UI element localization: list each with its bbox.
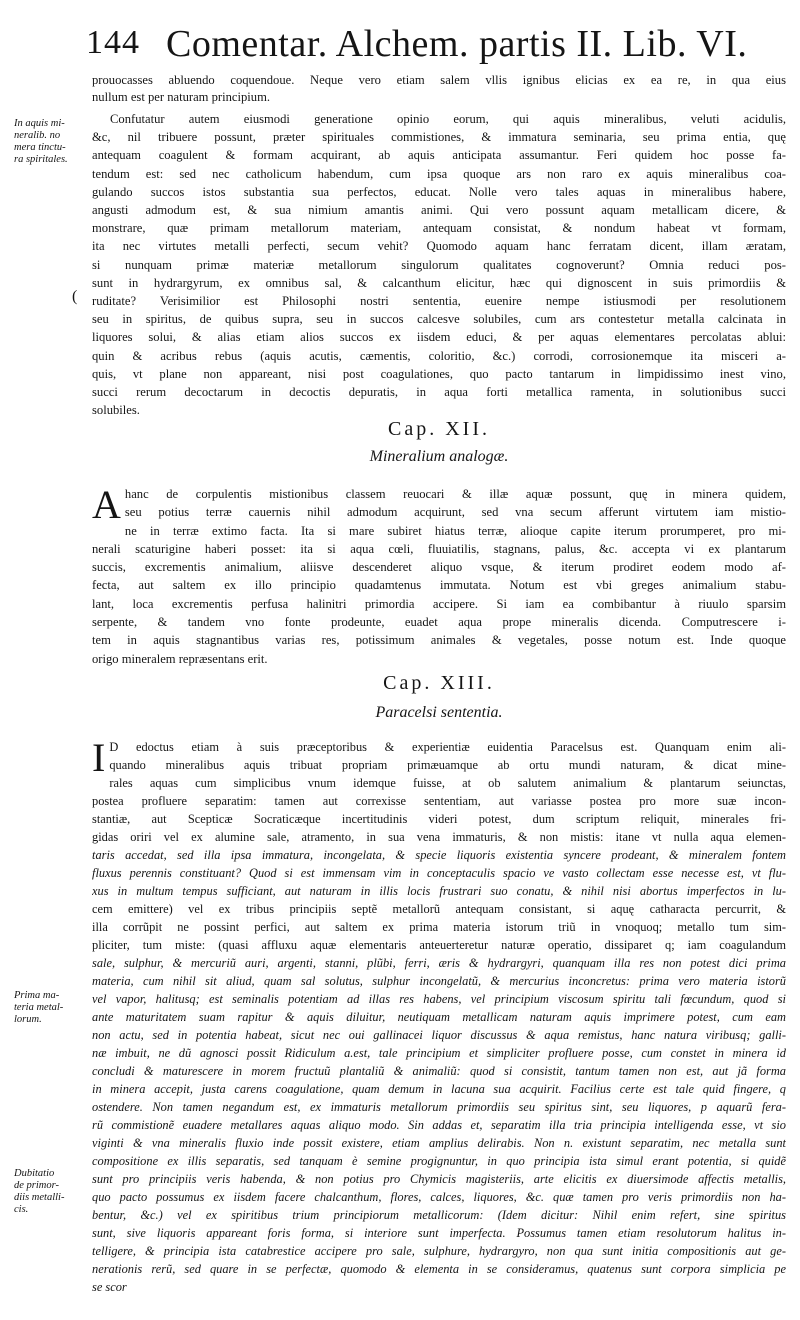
- running-title: Comentar. Alchem. partis II. Lib. VI.: [166, 23, 748, 65]
- text-line: prouocasses abluendo coquendoue. Neque vero etiam salem vllis ignibus elicias ex ea re, in qua eius: [92, 73, 786, 87]
- text-line: gidas oriri vel ex alumine sale, atramento, in sua vena immaturis, & non mistis: itane vt nulla aqua elemen-: [92, 830, 786, 844]
- paragraph-continuation: [92, 72, 786, 107]
- drop-capital: A: [92, 482, 121, 527]
- text-line: nerationis rerũ, sed quare in se perfectæ, quomodo & elementa in se consideramus, quatenus sunt corpora simplicia pe: [92, 1262, 786, 1276]
- text-line: quando mineralibus aquis tribuat propriam primæuamque ab ortu mundi naturam, & dicat mine-: [109, 758, 786, 772]
- text-line: næ imbuit, ne dũ agnosci possit Ridiculum a.est, tale principium et simpliciter profluere posse, cum constet in minera id: [92, 1046, 786, 1060]
- margin-line: de primor-: [14, 1180, 59, 1191]
- text-line: monstrare, quæ primam metallorum materiam, antequam consistat, & nondum habeat vt formam,: [92, 221, 786, 236]
- text-line: origo mineralem repræsentans erit.: [92, 651, 268, 666]
- text-line: quo pacto possumus ex iisdem facere chalcanthum, flores, calces, liquores, &c. quæ tamen pro veris primordiis non ha-: [92, 1190, 786, 1204]
- paragraph-confutatur: [92, 110, 786, 419]
- paragraph-paracelsi: [92, 735, 786, 1296]
- text-line: succi rerum decoctarum in decoctis depuratis, in aqua forti metallica ramenta, in solutionibus succi: [92, 385, 786, 400]
- margin-note-spirituals: [14, 118, 86, 166]
- text-line: sunt pro principiis veris habenda, & non potius pro Chymicis magisteriis, arte elicitis ex diuersimode affectis metallis,: [92, 1172, 786, 1186]
- text-line: tem in aquis stagnantibus varias res, potissimum animales & vegetales, posse notum est. Inde quoque: [92, 633, 786, 648]
- text-line: ruditate? Verisimilior est Philosophi nostri sententia, euenire nempe istiusmodi per resolutionem: [92, 294, 786, 309]
- text-line: vel vapor, halitusq; est seminalis potentiam ad illas res habens, vel principium viscosum spiritu tali fœcundum, quod si: [92, 992, 786, 1006]
- text-line: bentur, &c.) vel ex spiritibus trium principiorum metallicorum: (Idem dicitur: Nihil enim refert, sine spiritus: [92, 1208, 786, 1222]
- text-line: lant, loca excrementis perfusa halinitri primordia accipere. Si iam ea combibantur à riuulo sparsim: [92, 596, 786, 611]
- text-line: ne in terræ extimo facta. Ita si mare subiret hiatus terræ, alioque capite iterum prorumperet, pro mi-: [124, 523, 786, 538]
- chapter-heading-xii: Cap. XII.: [388, 418, 490, 440]
- text-line: quin & acribus rebus (aquis acutis, cæmentis, coloritio, &c.) corrodi, corrosionemque ita misceri a-: [92, 348, 786, 363]
- chapter-heading-xiii: Cap. XIII.: [383, 672, 495, 694]
- text-line: nerali scaturigine haberi posset: ita si aqua cœli, fluuiatilis, stagnans, palus, &c. accepta vi ex plantarum: [92, 541, 786, 556]
- page-header: [86, 22, 746, 72]
- text-line: gulando succos istos substantia sua perfectos, educat. Nolle vero tales aquas in mineralibus habere,: [92, 184, 786, 199]
- text-line: sunt, sive liquoris appareant foris forma, si interiore sunt imperfecta. Possumus tamen etiam resolutorum halitus in-: [92, 1226, 786, 1240]
- text-line: non actu, sed in potentia habeat, sicut nec oui gallinacei liquor discussus & aqua remistus, hanc natura viribusq; galli-: [92, 1028, 786, 1042]
- text-line: antequam coagulent & formam acquirant, ab aquis anticipata assumantur. Feri quidem hoc posse fa-: [92, 148, 786, 163]
- text-line: xus in multum tempus sufficiant, aut naturam in illis locis frustrari suo conatu, & nihil nisi abortus imperfectos in lu-: [92, 884, 786, 898]
- text-line: ante maturitatem suam rapitur & aquis diluitur, neutiquam metallicam naturam aquis imprimere potest, cum eam: [92, 1010, 786, 1024]
- text-line: sunt in hydrargyrum, ex omnibus sal, & calcanthum elicitur, hæc qui dignoscent in suis primordiis &: [92, 275, 786, 290]
- text-line: seu potius terræ cauernis nihil admodum acquirunt, sed vna secum afferunt virtutem iam mistio-: [124, 505, 786, 520]
- text-line: ostendere. Non tamen negandum est, ex immaturis metallorum primordiis seu spiritus sint, seu liquores, p aquarũ fera-: [92, 1100, 786, 1114]
- margin-note-dubitatio: [14, 1168, 86, 1216]
- text-line: fluxus perennis constituant? Quod si est immensam vim in conceptaculis spacio ve vasto collectam esse necesse est, vt flu-: [92, 866, 786, 880]
- margin-line: ra spiritales.: [14, 154, 68, 165]
- text-line: postea profluere separatim: tamen aut correxisse sententiam, aut variasse postea pro more suæ incon-: [92, 794, 786, 808]
- chapter-title-xiii: Paracelsi sententia.: [375, 704, 503, 721]
- text-line: serpente, & tandem vno fonte prodeunte, euadet aqua prope mineralis dicenda. Computrescere i-: [92, 615, 786, 630]
- margin-bracket: (: [72, 288, 78, 305]
- text-line: illa corrũpit ne possint perfici, aut saltem ex prima materia istorum triũ in vnoquoq; metallo tum sim-: [92, 920, 786, 934]
- text-line: liquores solui, & alias etiam alios succos ex iisdem educi, & per aquas elementares percolatas ablui:: [92, 330, 786, 345]
- page-number: 144: [86, 24, 140, 61]
- text-line: &c, nil tribuere possunt, præter spirituales commistiones, & immatura seminaria, seu prima entia, quę: [92, 130, 786, 145]
- catchword: se scor: [92, 1280, 127, 1294]
- text-line: rales aquas cum simplicibus vnum idemque fuisse, at ob salutem animalium & plantarum seiunctas,: [109, 776, 786, 790]
- text-line: concludi & maturescere in morem fructuũ plantaliũ & animaliũ: quod si consistit, tantum tamen non est, aut jã forma: [92, 1064, 786, 1078]
- text-line: cem emittere) vel ex tribus principiis septẽ metallorũ antequam consistant, si aquę catharacta percurrit, &: [92, 902, 786, 916]
- text-line: taris accedat, sed illa ipsa immatura, incongelata, & specie liquoris existentia syncere prodeant, & mineralem fontem: [92, 848, 786, 862]
- text-line: telligere, & principia ista catabrestice accipere pro sale, sulphure, hydrargyro, non qua sunt initia compositionis aut ge-: [92, 1244, 786, 1258]
- text-line: pliciter, tum miste: (quasi affluxu aquæ elementaris anteuerteretur naturæ operatio, dissiparet q; iam coagulandum: [92, 938, 786, 952]
- margin-line: neralib. no: [14, 130, 61, 141]
- margin-line: mera tinctu-: [14, 142, 66, 153]
- margin-line: cis.: [14, 1204, 29, 1215]
- text-line: ita nec virtutes metalli perfecti, secum vehit? Quomodo aquam hanc ferratam dicent, illam æratam,: [92, 239, 786, 254]
- text-line: solubiles.: [92, 403, 140, 418]
- text-line: viginti & vna mineralis fluxio inde possit existere, etiam amplius delirabis. Non n. existunt separatim, nec metalla sunt: [92, 1136, 786, 1150]
- margin-line: diis metalli-: [14, 1192, 65, 1203]
- margin-line: lorum.: [14, 1014, 42, 1025]
- text-line: si nunquam primæ materiæ metallorum singulorum qualitates cognoverunt? Omnia reduci pos-: [92, 257, 786, 272]
- text-line: hanc de corpulentis mistionibus classem reuocari & illæ aquæ possunt, quę in minera quidem,: [124, 487, 786, 501]
- text-line: sale, sulphur, & mercuriũ auri, argenti, stanni, plũbi, ferri, æris & hydrargyri, quanquam illa res non potest dici prima: [92, 956, 786, 970]
- margin-line: In aquis mi-: [14, 118, 65, 129]
- paragraph-mineralium: [92, 482, 786, 668]
- text-line: fecta, aut saltem ex illo principio quadamtenus immutata. Notum est vbi greges animalium stabu-: [92, 578, 786, 593]
- text-line: seu in spiritus, de quibus supra, seu in succos calcesve solubiles, cum ars contestetur metalla calcinata in: [92, 312, 786, 327]
- text-line: nullum est per naturam principium.: [92, 90, 271, 105]
- text-line: quis, vt plane non appareant, nisi post coagulationes, quo pacto tantarum in limpidissimo inest vino,: [92, 366, 786, 381]
- text-line: tendum est: sed nec catholicum habendum, cum ipsa quoque ars non raro ex aquis mineralibus coa-: [92, 166, 786, 181]
- text-line: D edoctus etiam à suis præceptoribus & experientiæ euidentia Paracelsus est. Quanquam enim ali-: [109, 740, 786, 754]
- drop-capital: I: [92, 735, 106, 780]
- margin-line: Prima ma-: [14, 990, 60, 1001]
- text-line: stantiæ, aut Scepticæ Socraticæque incertitudinis videri potest, dum scriptum reliquit, minerales fri-: [92, 812, 786, 826]
- margin-line: Dubitatio: [14, 1168, 55, 1179]
- text-line: Confutatur autem eiusmodi generatione opinio eorum, qui aquis mineralibus, veluti acidulis,: [110, 112, 786, 126]
- text-line: rũ commistionẽ euadere metallares aquas aliquo modo. Sin addas et, separatim illa tria principia intelligenda esse, vt sio: [92, 1118, 786, 1132]
- text-line: compositione ex illis separatis, sed tanquam è semine progignuntur, in quo principia ista simul erant potentia, si quidẽ: [92, 1154, 786, 1168]
- text-line: in minera accepit, justa carens coagulatione, quam demum in lacuna sua acquirit. Facilius certe est tale quid fingere, q: [92, 1082, 786, 1096]
- text-line: materia, cum nihil sit aliud, quam sal solutus, sulphur incongelatũ, & mercurius inconcretus: prima vero materia istorũ: [92, 974, 786, 988]
- text-line: succis, excrementis animalium, aliisve descenderet aliquo vsque, & iterum prodiret eodem modo af-: [92, 560, 786, 575]
- text-line: angusti admodum est, & sua nimium amantis animi. Qui vero possunt aquam metallicam dicere, &: [92, 203, 786, 218]
- chapter-title-xii: Mineralium analogæ.: [369, 448, 509, 465]
- margin-note-prima-materia: [14, 990, 86, 1026]
- margin-line: teria metal-: [14, 1002, 64, 1013]
